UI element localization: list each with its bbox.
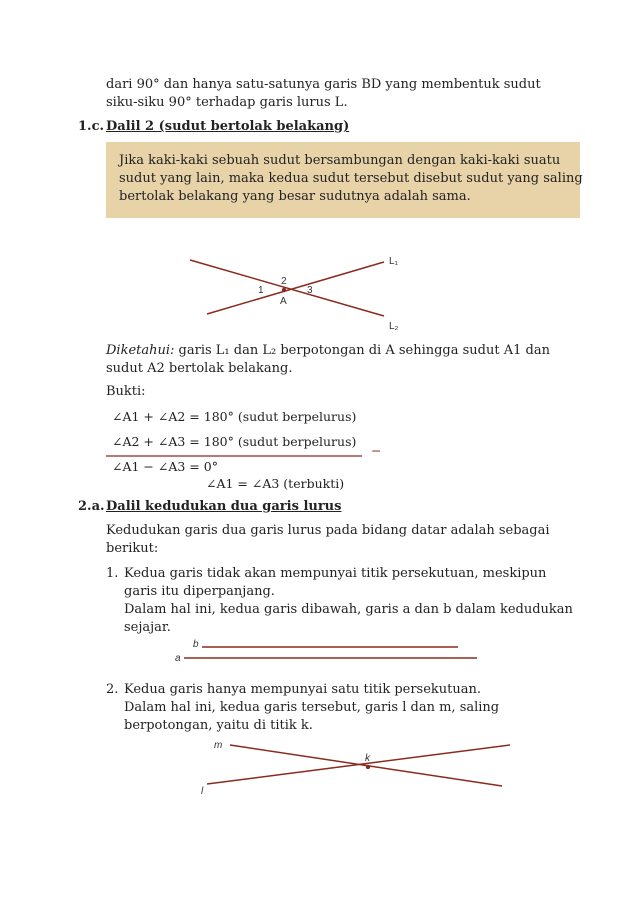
label-m: m: [214, 740, 223, 751]
theorem-line-1: Jika kaki-kaki sebuah sudut bersambungan dengan kaki-kaki suatu: [119, 153, 561, 168]
item-2-number: 2.: [106, 682, 119, 697]
label-l2: L₂: [389, 321, 399, 332]
section-2a-title: Dalil kedudukan dua garis lurus: [106, 499, 342, 514]
angle-label-1: 1: [258, 285, 264, 296]
label-l: l: [201, 786, 204, 797]
theorem-line-3: bertolak belakang yang besar sudutnya adalah sama.: [119, 189, 471, 204]
bukti-eq-2: ∠A2 + ∠A3 = 180° (sudut berpelurus): [112, 434, 357, 449]
bukti-minus-sign: −: [371, 443, 382, 458]
diketahui-text-1: garis L₁ dan L₂ berpotongan di A sehingga sudut A1 dan: [174, 343, 550, 358]
bukti-eq-3: ∠A1 − ∠A3 = 0°: [112, 459, 218, 474]
bukti-eq-4: ∠A1 = ∠A3 (terbukti): [206, 476, 345, 491]
line-l2-lower-left: [207, 262, 384, 314]
item-2-line-3: berpotongan, yaitu di titik k.: [124, 718, 313, 733]
item-1-number: 1.: [106, 566, 119, 581]
item-1-line-1: Kedua garis tidak akan mempunyai titik persekutuan, meskipun: [124, 566, 547, 581]
intro-line-2: siku-siku 90° terhadap garis lurus L.: [106, 95, 348, 110]
intro-line-1: dari 90° dan hanya satu-satunya garis BD yang membentuk sudut: [106, 77, 541, 92]
section-2a-intro-2: berikut:: [106, 541, 159, 556]
item-1-line-4: sejajar.: [124, 620, 171, 635]
point-a-label: A: [280, 296, 287, 307]
label-a: a: [175, 653, 181, 664]
label-l1: L₁: [389, 256, 398, 267]
label-k: k: [365, 753, 370, 764]
label-b: b: [193, 639, 199, 650]
line-l: [207, 745, 510, 784]
line-l1-upper-left: [190, 260, 384, 316]
item-1-line-3: Dalam hal ini, kedua garis dibawah, garis a dan b dalam kedudukan: [124, 602, 573, 617]
section-1c-title: Dalil 2 (sudut bertolak belakang): [106, 119, 350, 134]
diketahui-label: Diketahui:: [106, 343, 175, 358]
item-2-line-1: Kedua garis hanya mempunyai satu titik persekutuan.: [124, 682, 482, 697]
section-2a-number: 2.a.: [78, 499, 105, 514]
item-2-line-2: Dalam hal ini, kedua garis tersebut, garis l dan m, saling: [124, 700, 500, 715]
angle-label-3: 3: [307, 285, 313, 296]
bukti-label: Bukti:: [106, 384, 146, 399]
diketahui-line-1: [106, 342, 550, 360]
diketahui-line-2: sudut A2 bertolak belakang.: [106, 361, 293, 376]
angle-label-2: 2: [281, 276, 287, 287]
section-2a-intro-1: Kedudukan garis dua garis lurus pada bidang datar adalah sebagai: [106, 523, 550, 538]
point-k: [366, 765, 370, 769]
theorem-line-2: sudut yang lain, maka kedua sudut tersebut disebut sudut yang saling: [119, 171, 583, 186]
bukti-eq-1: ∠A1 + ∠A2 = 180° (sudut berpelurus): [112, 409, 357, 424]
item-1-line-2: garis itu diperpanjang.: [124, 584, 275, 599]
section-1c-number: 1.c.: [78, 119, 105, 134]
point-a: [282, 288, 286, 292]
